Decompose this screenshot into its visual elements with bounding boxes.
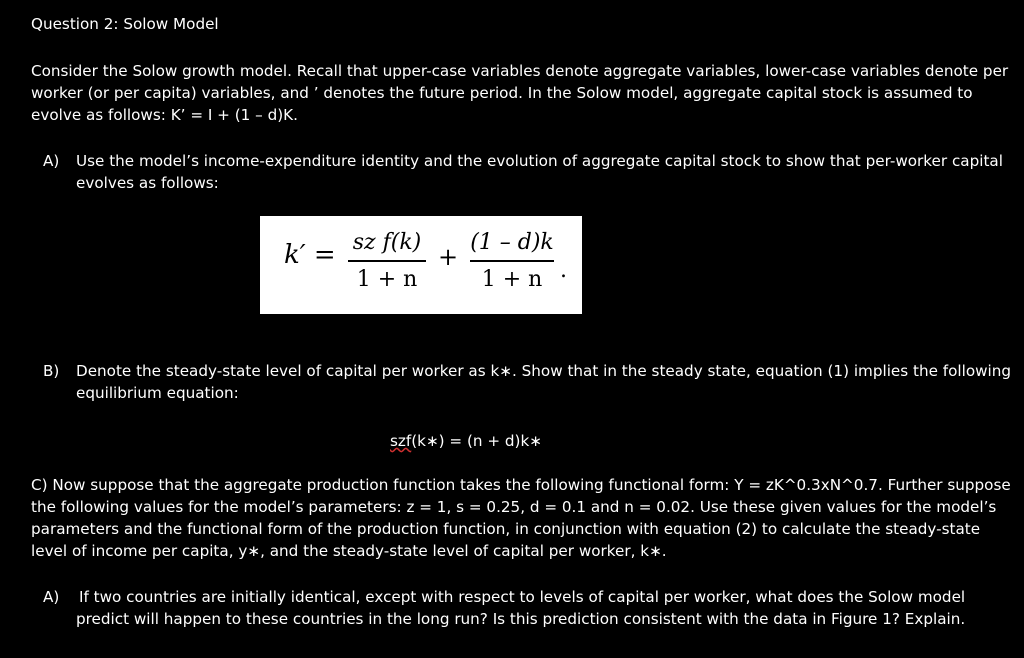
part-d-line-1: If two countries are initially identical, except with respect to levels of capital per worker, what does the Solow model — [79, 588, 966, 606]
part-b-line-2: equilibrium equation: — [76, 384, 239, 402]
fraction-1-denominator: 1 + n — [356, 267, 418, 292]
fraction-2-denominator: 1 + n — [481, 267, 543, 292]
part-b-label: B) — [43, 362, 60, 380]
equation-period: . — [560, 258, 567, 283]
intro-line-1: Consider the Solow growth model. Recall that upper-case variables denote aggregate variables, lower-case variables denote per — [31, 62, 1009, 80]
intro-line-3: evolve as follows: K’ = I + (1 – d)K. — [31, 106, 298, 124]
part-a-label: A) — [43, 152, 60, 170]
equation-fraction-1 — [348, 228, 426, 295]
part-d-line-2: predict will happen to these countries in the long run? Is this prediction consistent with the data in Figure 1? Explain. — [76, 610, 966, 628]
part-d-label: A) — [43, 588, 60, 606]
part-c-line-1: C) Now suppose that the aggregate production function takes the following functional form: Y = zK^0.3xN^0.7. Further suppose — [31, 476, 1011, 494]
part-c-line-2: the following values for the model’s parameters: z = 1, s = 0.25, d = 0.1 and n = 0.02. Use these given values for the model’s — [31, 498, 997, 516]
page-title: Question 2: Solow Model — [31, 15, 219, 33]
part-c-line-4: level of income per capita, y∗, and the steady-state level of capital per worker, k∗. — [31, 542, 667, 560]
steady-state-equation — [390, 430, 542, 452]
fraction-2-numerator: (1 – d)k — [470, 230, 554, 255]
part-a-line-1: Use the model’s income-expenditure identity and the evolution of aggregate capital stock to show that per-worker capital — [76, 152, 1003, 170]
equation-lhs: k′ = — [284, 240, 336, 270]
intro-line-2: worker (or per capita) variables, and ’ denotes the future period. In the Solow model, aggregate capital stock is assumed to — [31, 84, 973, 102]
fraction-2-bar — [470, 260, 554, 262]
part-c-line-3: parameters and the functional form of the production function, in conjunction with equation (2) to calculate the steady-state — [31, 520, 981, 538]
fraction-1-bar — [348, 260, 426, 262]
capital-evolution-equation — [260, 216, 582, 314]
equation-plus: + — [438, 243, 459, 271]
part-b-line-1: Denote the steady-state level of capital per worker as k∗. Show that in the steady state, equation (1) implies the following — [76, 362, 1012, 380]
fraction-1-numerator: sz f(k) — [352, 230, 422, 255]
equation-fraction-2 — [470, 228, 554, 295]
steady-state-equation-prefix: szf — [390, 432, 412, 450]
steady-state-equation-rest: (k∗) = (n + d)k∗ — [411, 432, 543, 450]
part-a-line-2: evolves as follows: — [76, 174, 219, 192]
